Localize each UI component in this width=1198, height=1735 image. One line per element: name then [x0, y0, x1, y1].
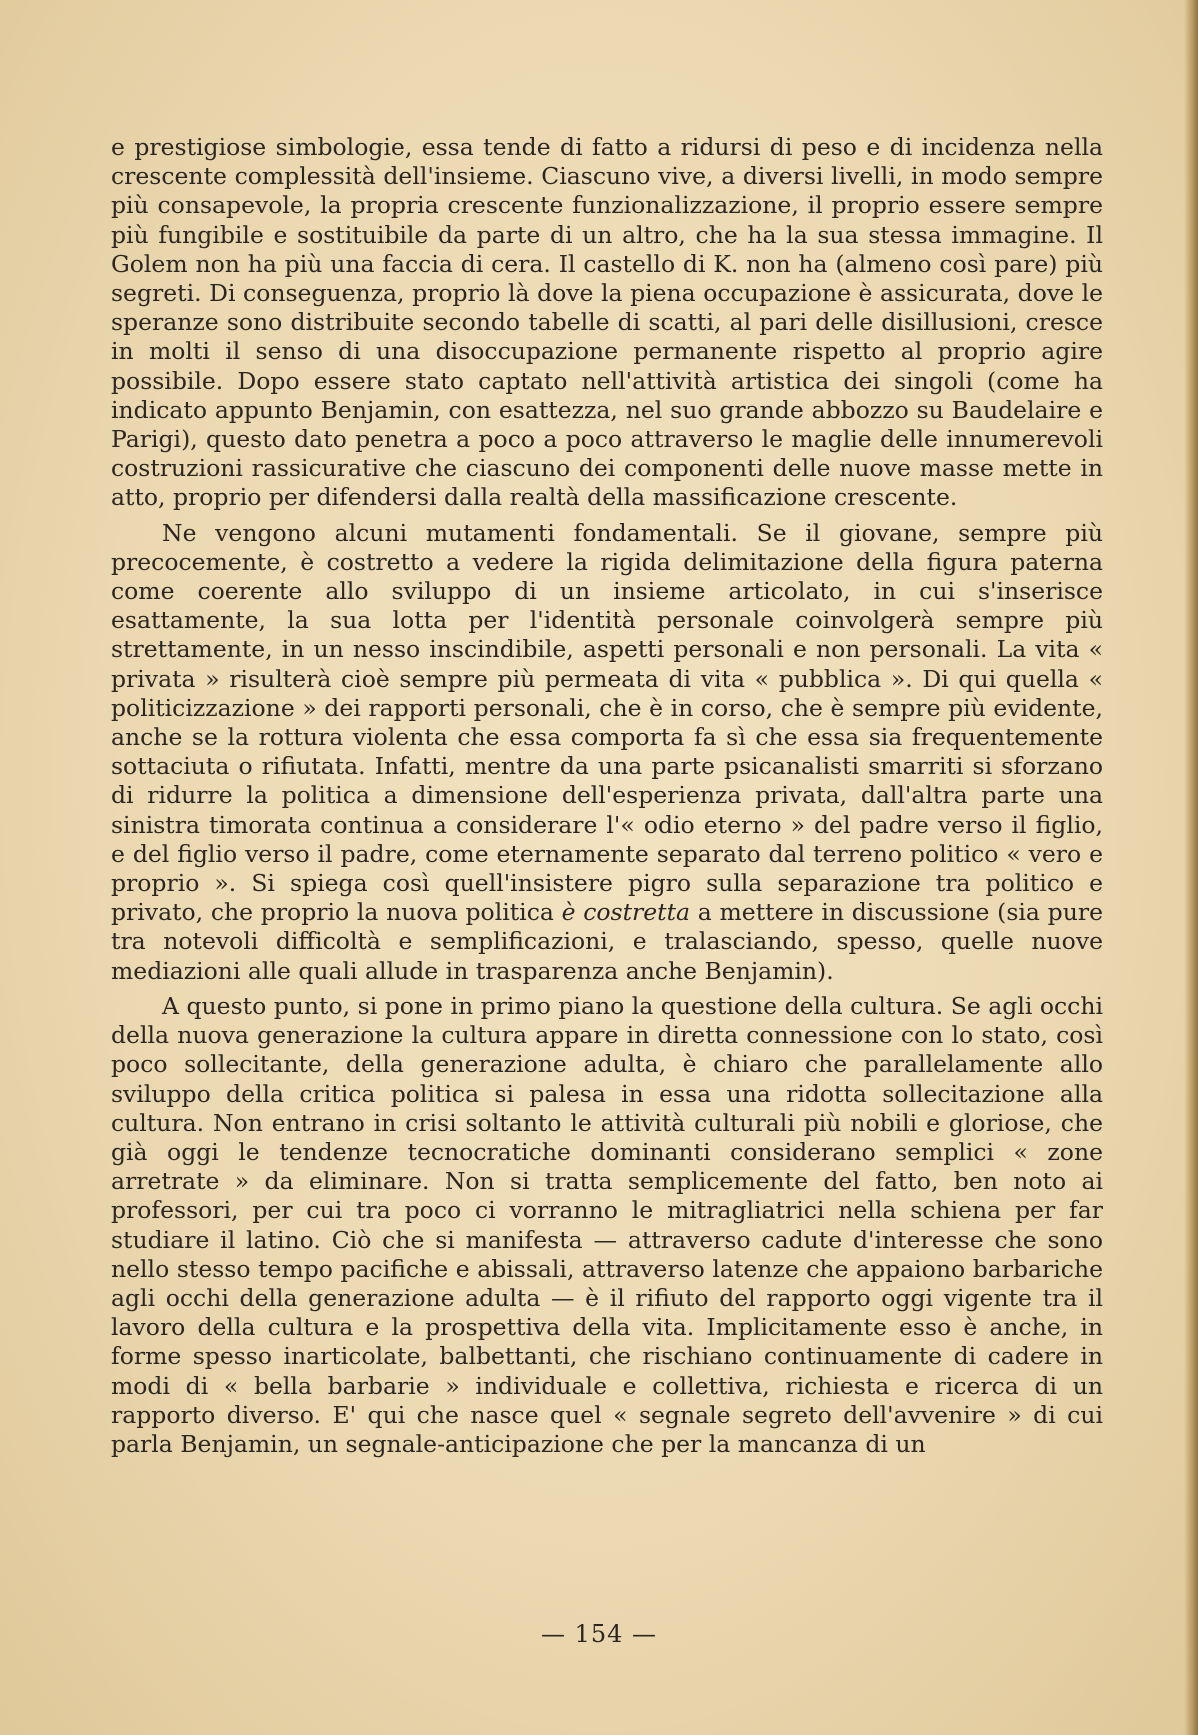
- page-number: — 154 —: [540, 1620, 658, 1648]
- paragraph-2-text: Ne vengono alcuni mutamenti fondamentali. Se il giovane, sempre più precocemente, è costretto a vedere la rigida delimitazione della figura paterna come coerente allo sviluppo di un insieme articolato, in cui s'inserisce esattamente, la sua lotta per l'identità personale coinvolgerà sempre più strettamente, in un nesso inscindibile, aspetti personali e non personali. La vita « privata » risulterà cioè sempre più permeata di vita « pubblica ». Di qui quella « politicizzazione » dei rapporti personali, che è in corso, che è sempre più evidente, anche se la rottura violenta che essa comporta fa sì che essa sia frequentemente sottaciuta o rifiutata. Infatti, mentre da una parte psicanalisti smarriti si sforzano di ridurre la politica a dimensione dell'esperienza privata, dall'altra parte una sinistra timorata continua a considerare l'« odio eterno » del padre verso il figlio, e del figlio verso il padre, come eternamente separato dal terreno politico « vero e proprio ». Si spiega così quell'insistere pigro sulla separazione tra politico e privato, che proprio la nuova politica: [111, 518, 1103, 927]
- page-edge-shadow: [1184, 0, 1198, 1735]
- paragraph-2: [111, 519, 1103, 986]
- paragraph-1: e prestigiose simbologie, essa tende di fatto a ridursi di peso e di incidenza nella crescente complessità dell'insieme. Ciascuno vive, a diversi livelli, in modo sempre più consapevole, la propria crescente funzionalizzazione, il proprio essere sempre più fungibile e sostituibile da parte di un altro, che ha la sua stessa immagine. Il Golem non ha più una faccia di cera. Il castello di K. non ha (almeno così pare) più segreti. Di conseguenza, proprio là dove la piena occupazione è assicurata, dove le speranze sono distribuite secondo tabelle di scatti, al pari delle disillusioni, cresce in molti il senso di una disoccupazione permanente rispetto al proprio agire possibile. Dopo essere stato captato nell'attività artistica dei singoli (come ha indicato appunto Benjamin, con esattezza, nel suo grande abbozzo su Baudelaire e Parigi), questo dato penetra a poco a poco attraverso le maglie delle innumerevoli costruzioni rassicurative che ciascuno dei componenti delle nuove masse mette in atto, proprio per difendersi dalla realtà della massificazione crescente.: [111, 133, 1103, 512]
- paragraph-2-tail: a mettere in discussione (sia pure tra notevoli difficoltà e semplificazioni, e tralasciando, spesso, quelle nuove mediazioni alle quali allude in trasparenza anche Benjamin).: [111, 898, 1103, 985]
- paragraph-3: A questo punto, si pone in primo piano la questione della cultura. Se agli occhi della nuova generazione la cultura appare in diretta connessione con lo stato, così poco sollecitante, della generazione adulta, è chiaro che parallelamente allo sviluppo della critica politica si palesa in essa una ridotta sollecitazione alla cultura. Non entrano in crisi soltanto le attività culturali più nobili e gloriose, che già oggi le tendenze tecnocratiche dominanti considerano semplici « zone arretrate » da eliminare. Non si tratta semplicemente del fatto, ben noto ai professori, per cui tra poco ci vorranno le mitragliatrici nella schiena per far studiare il latino. Ciò che si manifesta — attraverso cadute d'interesse che sono nello stesso tempo pacifiche e abissali, attraverso latenze che appaiono barbariche agli occhi della generazione adulta — è il rifiuto del rapporto oggi vigente tra il lavoro della cultura e la prospettiva della vita. Implicitamente esso è anche, in forme spesso inarticolate, balbettanti, che rischiano continuamente di cadere in modi di « bella barbarie » individuale e collettiva, richiesta e ricerca di un rapporto diverso. E' qui che nasce quel « segnale segreto dell'avvenire » di cui parla Benjamin, un segnale-anticipazione che per la mancanza di un: [111, 991, 1103, 1458]
- paragraph-2-emphasis: è costretta: [561, 898, 691, 927]
- body-text: [111, 133, 1103, 1459]
